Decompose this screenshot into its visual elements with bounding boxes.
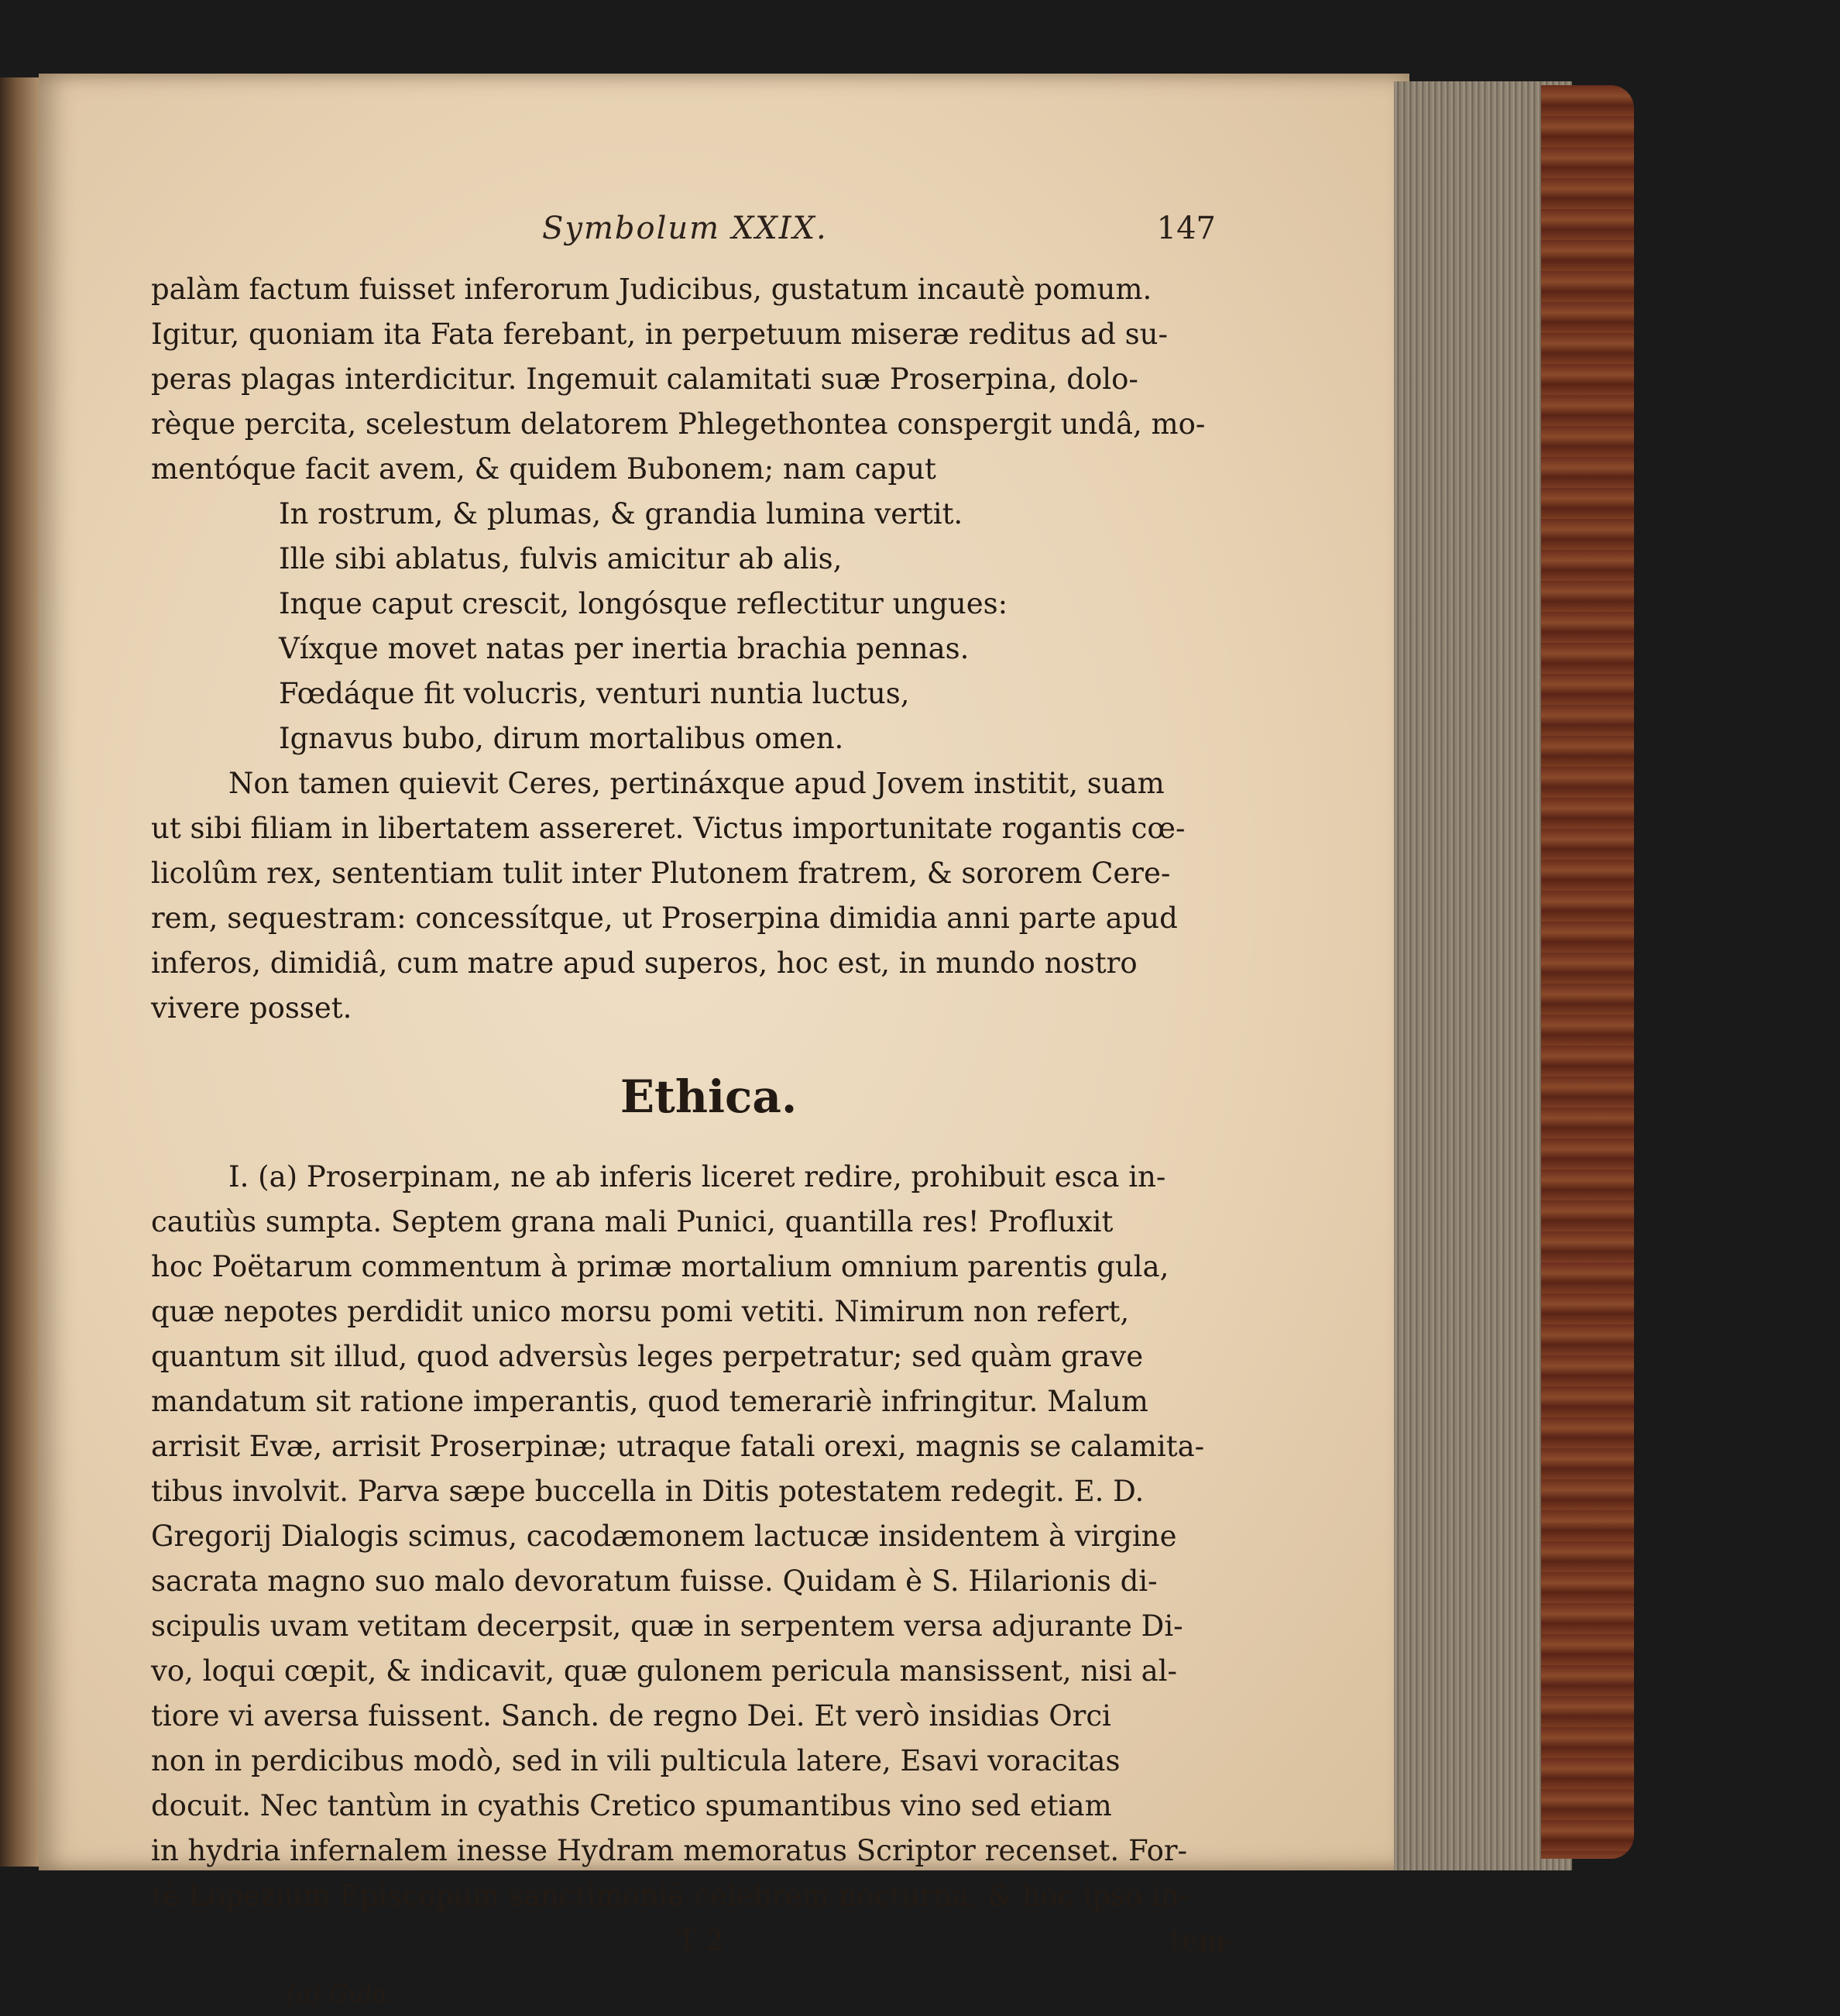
text-line: ut sibi filiam in libertatem assereret. Victus importunitate rogantis cœ- xyxy=(151,812,1186,845)
text-line: peras plagas interdicitur. Ingemuit calamitati suæ Proserpina, dolo- xyxy=(151,362,1138,396)
text-line: inferos, dimidiâ, cum matre apud superos, hoc est, in mundo nostro xyxy=(151,946,1138,980)
text-line: mentóque facit avem, & quidem Bubonem; nam caput xyxy=(151,452,936,486)
text-line: rèque percita, scelestum delatorem Phlegethontea conspergit undâ, mo- xyxy=(151,407,1206,441)
text-line: I. (a) Proserpinam, ne ab inferis liceret redire, prohibuit esca in- xyxy=(228,1160,1166,1193)
text-line: quantum sit illud, quod adversùs leges perpetratur; sed quàm grave xyxy=(151,1340,1144,1373)
text-line: non in perdicibus modò, sed in vili pulticula latere, Esavi voracitas xyxy=(151,1744,1121,1777)
text-line: sacrata magno suo malo devoratum fuisse. Quidam è S. Hilarionis di- xyxy=(151,1564,1158,1598)
text-line: arrisit Evæ, arrisit Proserpinæ; utraque fatali orexi, magnis se calamita- xyxy=(151,1430,1205,1463)
text-line: cautiùs sumpta. Septem grana mali Punici, quantilla res! Profluxit xyxy=(151,1205,1114,1238)
text-line: mandatum sit ratione imperantis, quod temerariè infringitur. Malum xyxy=(151,1385,1148,1418)
text-line: palàm factum fuisset inferorum Judicibus, gustatum incautè pomum. xyxy=(151,273,1152,306)
book-cover-edge xyxy=(1541,85,1634,1859)
running-head-title: Symbolum XXIX. xyxy=(542,211,828,246)
text-line: vo, loqui cœpit, & indicavit, quæ gulonem pericula mansissent, nisi al- xyxy=(151,1654,1178,1688)
verse-line: Fœdáque fit volucris, venturi nuntia luctus, xyxy=(279,677,910,710)
text-line: licolûm rex, sententiam tulit inter Plutonem fratrem, & sororem Cere- xyxy=(151,857,1171,890)
text-line: Non tamen quievit Ceres, pertináxque apud Jovem institit, suam xyxy=(228,767,1165,800)
left-spine xyxy=(0,77,43,1867)
page-number: 147 xyxy=(1156,211,1216,246)
text-line: Igitur, quoniam ita Fata ferebant, in perpetuum miseræ reditus ad su- xyxy=(151,318,1168,351)
verse-line: Ille sibi ablatus, fulvis amicitur ab alis, xyxy=(279,542,843,575)
text-line: docuit. Nec tantùm in cyathis Cretico spumantibus vino sed etiam xyxy=(151,1789,1112,1822)
signature-mark: T 2 xyxy=(678,1924,724,1957)
text-line: vivere posset. xyxy=(151,991,352,1025)
text-line: tè Lopezium Episcopum sanctimoniâ celebrem nocturna, & hoc ipso in- xyxy=(151,1879,1189,1912)
text-line: quæ nepotes perdidit unico morsu pomi vetiti. Nimirum non refert, xyxy=(151,1295,1130,1328)
verse-line: Inque caput crescit, longósque reflectitur ungues: xyxy=(279,587,1008,620)
footnote: (a) Gula. xyxy=(287,1979,395,2008)
text-line: tiore vi aversa fuissent. Sanch. de regno Dei. Et verò insidias Orci xyxy=(151,1699,1111,1733)
text-line: hoc Poëtarum commentum à primæ mortalium omnium parentis gula, xyxy=(151,1250,1169,1283)
running-head xyxy=(155,211,1216,257)
verse-line: Víxque movet natas per inertia brachia pennas. xyxy=(279,632,970,665)
verse-line: In rostrum, & plumas, & grandia lumina vertit. xyxy=(279,497,963,531)
verse-line: Ignavus bubo, dirum mortalibus omen. xyxy=(279,722,844,755)
text-line: scipulis uvam vetitam decerpsit, quæ in serpentem versa adjurante Di- xyxy=(151,1609,1183,1643)
section-heading: Ethica. xyxy=(620,1070,798,1123)
catchword: tem- xyxy=(1169,1924,1235,1957)
text-line: in hydria infernalem inesse Hydram memoratus Scriptor recenset. For- xyxy=(151,1834,1188,1867)
text-line: tibus involvit. Parva sæpe buccella in Ditis potestatem redegit. E. D. xyxy=(151,1475,1145,1508)
text-line: Gregorij Dialogis scimus, cacodæmonem lactucæ insidentem à virgine xyxy=(151,1520,1177,1553)
page-text xyxy=(151,267,1235,2016)
catchwords-row xyxy=(151,1918,1235,1963)
text-line: rem, sequestram: concessítque, ut Proserpina dimidia anni parte apud xyxy=(151,902,1178,935)
